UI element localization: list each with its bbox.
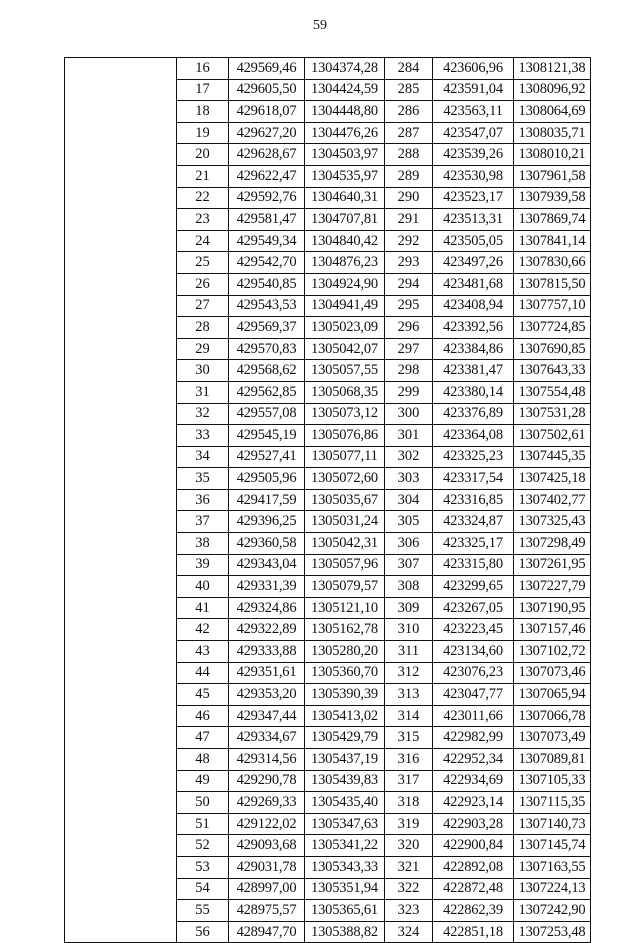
point-number-cell-2: 311 xyxy=(385,641,433,663)
y-coordinate-cell-2: 1307102,72 xyxy=(514,641,591,663)
x-coordinate-cell-2: 422892,08 xyxy=(433,856,514,878)
x-coordinate-cell-2: 423392,56 xyxy=(433,317,514,339)
y-coordinate-cell-2: 1307065,94 xyxy=(514,684,591,706)
point-number-cell-2: 297 xyxy=(385,338,433,360)
point-number-cell-2: 302 xyxy=(385,446,433,468)
point-number-cell: 18 xyxy=(177,101,229,123)
x-coordinate-cell-2: 423547,07 xyxy=(433,122,514,144)
point-number-cell: 38 xyxy=(177,533,229,555)
point-number-cell: 29 xyxy=(177,338,229,360)
x-coordinate-cell: 429417,59 xyxy=(229,489,305,511)
point-number-cell: 25 xyxy=(177,252,229,274)
x-coordinate-cell: 429093,68 xyxy=(229,835,305,857)
point-number-cell-2: 304 xyxy=(385,489,433,511)
y-coordinate-cell: 1305057,55 xyxy=(305,360,385,382)
y-coordinate-cell: 1304924,90 xyxy=(305,273,385,295)
y-coordinate-cell: 1305365,61 xyxy=(305,900,385,922)
y-coordinate-cell-2: 1307157,46 xyxy=(514,619,591,641)
point-number-cell-2: 293 xyxy=(385,252,433,274)
x-coordinate-cell: 429592,76 xyxy=(229,187,305,209)
y-coordinate-cell-2: 1307841,14 xyxy=(514,230,591,252)
x-coordinate-cell-2: 423606,96 xyxy=(433,58,514,80)
point-number-cell: 55 xyxy=(177,900,229,922)
x-coordinate-cell: 429314,56 xyxy=(229,749,305,771)
point-number-cell: 23 xyxy=(177,209,229,231)
y-coordinate-cell-2: 1307830,66 xyxy=(514,252,591,274)
y-coordinate-cell-2: 1307140,73 xyxy=(514,813,591,835)
point-number-cell: 43 xyxy=(177,641,229,663)
x-coordinate-cell: 429031,78 xyxy=(229,856,305,878)
y-coordinate-cell-2: 1307227,79 xyxy=(514,576,591,598)
x-coordinate-cell-2: 422903,28 xyxy=(433,813,514,835)
y-coordinate-cell-2: 1307242,90 xyxy=(514,900,591,922)
x-coordinate-cell: 429540,85 xyxy=(229,273,305,295)
y-coordinate-cell: 1305068,35 xyxy=(305,381,385,403)
point-number-cell-2: 285 xyxy=(385,79,433,101)
point-number-cell: 44 xyxy=(177,662,229,684)
x-coordinate-cell: 429569,46 xyxy=(229,58,305,80)
point-number-cell-2: 295 xyxy=(385,295,433,317)
x-coordinate-cell-2: 422862,39 xyxy=(433,900,514,922)
x-coordinate-cell: 429122,02 xyxy=(229,813,305,835)
coordinates-table-body xyxy=(65,58,591,943)
x-coordinate-cell: 429347,44 xyxy=(229,705,305,727)
y-coordinate-cell-2: 1307089,81 xyxy=(514,749,591,771)
x-coordinate-cell-2: 423011,66 xyxy=(433,705,514,727)
point-number-cell-2: 286 xyxy=(385,101,433,123)
y-coordinate-cell: 1305121,10 xyxy=(305,597,385,619)
point-number-cell-2: 319 xyxy=(385,813,433,835)
y-coordinate-cell: 1304424,59 xyxy=(305,79,385,101)
y-coordinate-cell-2: 1307939,58 xyxy=(514,187,591,209)
y-coordinate-cell: 1305390,39 xyxy=(305,684,385,706)
y-coordinate-cell: 1305077,11 xyxy=(305,446,385,468)
x-coordinate-cell-2: 423381,47 xyxy=(433,360,514,382)
point-number-cell-2: 324 xyxy=(385,921,433,943)
x-coordinate-cell: 429505,96 xyxy=(229,468,305,490)
point-number-cell-2: 300 xyxy=(385,403,433,425)
x-coordinate-cell-2: 422952,34 xyxy=(433,749,514,771)
y-coordinate-cell-2: 1307190,95 xyxy=(514,597,591,619)
point-number-cell-2: 323 xyxy=(385,900,433,922)
point-number-cell: 37 xyxy=(177,511,229,533)
y-coordinate-cell: 1305042,31 xyxy=(305,533,385,555)
y-coordinate-cell-2: 1307115,35 xyxy=(514,792,591,814)
x-coordinate-cell: 429334,67 xyxy=(229,727,305,749)
y-coordinate-cell: 1304840,42 xyxy=(305,230,385,252)
y-coordinate-cell: 1305162,78 xyxy=(305,619,385,641)
point-number-cell-2: 305 xyxy=(385,511,433,533)
y-coordinate-cell: 1305429,79 xyxy=(305,727,385,749)
y-coordinate-cell: 1305343,33 xyxy=(305,856,385,878)
x-coordinate-cell-2: 422900,84 xyxy=(433,835,514,857)
point-number-cell-2: 296 xyxy=(385,317,433,339)
y-coordinate-cell-2: 1307402,77 xyxy=(514,489,591,511)
x-coordinate-cell-2: 423539,26 xyxy=(433,144,514,166)
point-number-cell-2: 308 xyxy=(385,576,433,598)
point-number-cell: 53 xyxy=(177,856,229,878)
point-number-cell: 26 xyxy=(177,273,229,295)
y-coordinate-cell-2: 1307298,49 xyxy=(514,533,591,555)
point-number-cell-2: 313 xyxy=(385,684,433,706)
point-number-cell-2: 307 xyxy=(385,554,433,576)
point-number-cell: 40 xyxy=(177,576,229,598)
y-coordinate-cell-2: 1307261,95 xyxy=(514,554,591,576)
x-coordinate-cell-2: 422872,48 xyxy=(433,878,514,900)
x-coordinate-cell-2: 423325,23 xyxy=(433,446,514,468)
y-coordinate-cell: 1305413,02 xyxy=(305,705,385,727)
point-number-cell: 28 xyxy=(177,317,229,339)
y-coordinate-cell: 1305341,22 xyxy=(305,835,385,857)
y-coordinate-cell-2: 1308010,21 xyxy=(514,144,591,166)
y-coordinate-cell-2: 1307961,58 xyxy=(514,165,591,187)
point-number-cell: 51 xyxy=(177,813,229,835)
y-coordinate-cell: 1304448,80 xyxy=(305,101,385,123)
y-coordinate-cell-2: 1308035,71 xyxy=(514,122,591,144)
y-coordinate-cell: 1304374,28 xyxy=(305,58,385,80)
point-number-cell-2: 312 xyxy=(385,662,433,684)
x-coordinate-cell-2: 422851,18 xyxy=(433,921,514,943)
x-coordinate-cell: 429618,07 xyxy=(229,101,305,123)
point-number-cell-2: 298 xyxy=(385,360,433,382)
x-coordinate-cell-2: 423384,86 xyxy=(433,338,514,360)
x-coordinate-cell: 428975,57 xyxy=(229,900,305,922)
point-number-cell-2: 310 xyxy=(385,619,433,641)
y-coordinate-cell-2: 1307073,46 xyxy=(514,662,591,684)
point-number-cell-2: 320 xyxy=(385,835,433,857)
y-coordinate-cell-2: 1307073,49 xyxy=(514,727,591,749)
y-coordinate-cell-2: 1308121,38 xyxy=(514,58,591,80)
y-coordinate-cell: 1305280,20 xyxy=(305,641,385,663)
y-coordinate-cell: 1305023,09 xyxy=(305,317,385,339)
point-number-cell: 49 xyxy=(177,770,229,792)
x-coordinate-cell: 429324,86 xyxy=(229,597,305,619)
x-coordinate-cell-2: 423324,87 xyxy=(433,511,514,533)
x-coordinate-cell: 429396,25 xyxy=(229,511,305,533)
point-number-cell: 31 xyxy=(177,381,229,403)
y-coordinate-cell-2: 1307105,33 xyxy=(514,770,591,792)
point-number-cell-2: 309 xyxy=(385,597,433,619)
table-row xyxy=(65,58,591,80)
point-number-cell-2: 306 xyxy=(385,533,433,555)
x-coordinate-cell-2: 423299,65 xyxy=(433,576,514,598)
y-coordinate-cell: 1305079,57 xyxy=(305,576,385,598)
y-coordinate-cell-2: 1307066,78 xyxy=(514,705,591,727)
point-number-cell-2: 291 xyxy=(385,209,433,231)
y-coordinate-cell: 1304941,49 xyxy=(305,295,385,317)
point-number-cell: 48 xyxy=(177,749,229,771)
x-coordinate-cell: 429570,83 xyxy=(229,338,305,360)
x-coordinate-cell: 429333,88 xyxy=(229,641,305,663)
point-number-cell: 34 xyxy=(177,446,229,468)
x-coordinate-cell-2: 422934,69 xyxy=(433,770,514,792)
y-coordinate-cell: 1305035,67 xyxy=(305,489,385,511)
x-coordinate-cell-2: 423481,68 xyxy=(433,273,514,295)
point-number-cell: 36 xyxy=(177,489,229,511)
point-number-cell-2: 316 xyxy=(385,749,433,771)
y-coordinate-cell-2: 1307757,10 xyxy=(514,295,591,317)
y-coordinate-cell-2: 1307145,74 xyxy=(514,835,591,857)
x-coordinate-cell: 429581,47 xyxy=(229,209,305,231)
y-coordinate-cell-2: 1308096,92 xyxy=(514,79,591,101)
point-number-cell-2: 289 xyxy=(385,165,433,187)
x-coordinate-cell: 429628,67 xyxy=(229,144,305,166)
point-number-cell-2: 315 xyxy=(385,727,433,749)
y-coordinate-cell: 1304535,97 xyxy=(305,165,385,187)
y-coordinate-cell: 1304503,97 xyxy=(305,144,385,166)
y-coordinate-cell-2: 1307445,35 xyxy=(514,446,591,468)
point-number-cell: 24 xyxy=(177,230,229,252)
point-number-cell: 33 xyxy=(177,425,229,447)
y-coordinate-cell-2: 1307325,43 xyxy=(514,511,591,533)
y-coordinate-cell-2: 1307531,28 xyxy=(514,403,591,425)
y-coordinate-cell-2: 1307253,48 xyxy=(514,921,591,943)
y-coordinate-cell-2: 1308064,69 xyxy=(514,101,591,123)
x-coordinate-cell-2: 423076,23 xyxy=(433,662,514,684)
point-number-cell: 54 xyxy=(177,878,229,900)
y-coordinate-cell: 1305360,70 xyxy=(305,662,385,684)
x-coordinate-cell: 429569,37 xyxy=(229,317,305,339)
point-number-cell: 45 xyxy=(177,684,229,706)
x-coordinate-cell: 429343,04 xyxy=(229,554,305,576)
x-coordinate-cell-2: 423047,77 xyxy=(433,684,514,706)
y-coordinate-cell: 1305042,07 xyxy=(305,338,385,360)
point-number-cell: 21 xyxy=(177,165,229,187)
x-coordinate-cell-2: 423134,60 xyxy=(433,641,514,663)
coordinates-table xyxy=(64,57,591,943)
y-coordinate-cell: 1305388,82 xyxy=(305,921,385,943)
y-coordinate-cell: 1305073,12 xyxy=(305,403,385,425)
page-number: 59 xyxy=(313,18,327,33)
point-number-cell-2: 287 xyxy=(385,122,433,144)
y-coordinate-cell-2: 1307224,13 xyxy=(514,878,591,900)
x-coordinate-cell: 429568,62 xyxy=(229,360,305,382)
y-coordinate-cell: 1305031,24 xyxy=(305,511,385,533)
y-coordinate-cell: 1305347,63 xyxy=(305,813,385,835)
point-number-cell-2: 290 xyxy=(385,187,433,209)
x-coordinate-cell-2: 423223,45 xyxy=(433,619,514,641)
y-coordinate-cell-2: 1307163,55 xyxy=(514,856,591,878)
x-coordinate-cell-2: 423364,08 xyxy=(433,425,514,447)
x-coordinate-cell-2: 423316,85 xyxy=(433,489,514,511)
x-coordinate-cell-2: 422982,99 xyxy=(433,727,514,749)
y-coordinate-cell: 1304640,31 xyxy=(305,187,385,209)
x-coordinate-cell-2: 423523,17 xyxy=(433,187,514,209)
x-coordinate-cell-2: 423563,11 xyxy=(433,101,514,123)
point-number-cell: 52 xyxy=(177,835,229,857)
point-number-cell: 30 xyxy=(177,360,229,382)
y-coordinate-cell-2: 1307690,85 xyxy=(514,338,591,360)
x-coordinate-cell-2: 422923,14 xyxy=(433,792,514,814)
y-coordinate-cell: 1304707,81 xyxy=(305,209,385,231)
x-coordinate-cell-2: 423591,04 xyxy=(433,79,514,101)
y-coordinate-cell-2: 1307643,33 xyxy=(514,360,591,382)
x-coordinate-cell-2: 423505,05 xyxy=(433,230,514,252)
point-number-cell: 19 xyxy=(177,122,229,144)
x-coordinate-cell: 429562,85 xyxy=(229,381,305,403)
y-coordinate-cell: 1305439,83 xyxy=(305,770,385,792)
x-coordinate-cell: 429557,08 xyxy=(229,403,305,425)
y-coordinate-cell: 1305076,86 xyxy=(305,425,385,447)
x-coordinate-cell: 429331,39 xyxy=(229,576,305,598)
x-coordinate-cell: 429527,41 xyxy=(229,446,305,468)
x-coordinate-cell: 429549,34 xyxy=(229,230,305,252)
point-number-cell: 22 xyxy=(177,187,229,209)
point-number-cell-2: 284 xyxy=(385,58,433,80)
point-number-cell-2: 294 xyxy=(385,273,433,295)
x-coordinate-cell-2: 423530,98 xyxy=(433,165,514,187)
x-coordinate-cell-2: 423408,94 xyxy=(433,295,514,317)
x-coordinate-cell: 429353,20 xyxy=(229,684,305,706)
point-number-cell-2: 301 xyxy=(385,425,433,447)
point-number-cell-2: 292 xyxy=(385,230,433,252)
point-number-cell-2: 322 xyxy=(385,878,433,900)
x-coordinate-cell-2: 423317,54 xyxy=(433,468,514,490)
point-number-cell: 16 xyxy=(177,58,229,80)
x-coordinate-cell-2: 423325,17 xyxy=(433,533,514,555)
y-coordinate-cell-2: 1307815,50 xyxy=(514,273,591,295)
y-coordinate-cell: 1304876,23 xyxy=(305,252,385,274)
point-number-cell-2: 321 xyxy=(385,856,433,878)
x-coordinate-cell: 429627,20 xyxy=(229,122,305,144)
y-coordinate-cell: 1305435,40 xyxy=(305,792,385,814)
point-number-cell: 39 xyxy=(177,554,229,576)
x-coordinate-cell: 429543,53 xyxy=(229,295,305,317)
y-coordinate-cell: 1305072,60 xyxy=(305,468,385,490)
blank-left-cell xyxy=(65,58,177,943)
point-number-cell: 35 xyxy=(177,468,229,490)
x-coordinate-cell: 429290,78 xyxy=(229,770,305,792)
point-number-cell-2: 299 xyxy=(385,381,433,403)
point-number-cell: 17 xyxy=(177,79,229,101)
point-number-cell-2: 317 xyxy=(385,770,433,792)
x-coordinate-cell: 429360,58 xyxy=(229,533,305,555)
point-number-cell: 32 xyxy=(177,403,229,425)
x-coordinate-cell: 429545,19 xyxy=(229,425,305,447)
point-number-cell-2: 314 xyxy=(385,705,433,727)
y-coordinate-cell: 1305437,19 xyxy=(305,749,385,771)
x-coordinate-cell: 428947,70 xyxy=(229,921,305,943)
point-number-cell-2: 303 xyxy=(385,468,433,490)
point-number-cell: 46 xyxy=(177,705,229,727)
x-coordinate-cell: 429269,33 xyxy=(229,792,305,814)
x-coordinate-cell-2: 423376,89 xyxy=(433,403,514,425)
x-coordinate-cell: 428997,00 xyxy=(229,878,305,900)
x-coordinate-cell: 429605,50 xyxy=(229,79,305,101)
x-coordinate-cell: 429542,70 xyxy=(229,252,305,274)
point-number-cell: 41 xyxy=(177,597,229,619)
x-coordinate-cell-2: 423380,14 xyxy=(433,381,514,403)
point-number-cell: 27 xyxy=(177,295,229,317)
point-number-cell: 20 xyxy=(177,144,229,166)
point-number-cell-2: 288 xyxy=(385,144,433,166)
point-number-cell: 50 xyxy=(177,792,229,814)
y-coordinate-cell-2: 1307724,85 xyxy=(514,317,591,339)
x-coordinate-cell: 429622,47 xyxy=(229,165,305,187)
y-coordinate-cell: 1305351,94 xyxy=(305,878,385,900)
y-coordinate-cell: 1305057,96 xyxy=(305,554,385,576)
y-coordinate-cell-2: 1307502,61 xyxy=(514,425,591,447)
y-coordinate-cell-2: 1307869,74 xyxy=(514,209,591,231)
point-number-cell: 42 xyxy=(177,619,229,641)
x-coordinate-cell-2: 423315,80 xyxy=(433,554,514,576)
point-number-cell: 56 xyxy=(177,921,229,943)
point-number-cell-2: 318 xyxy=(385,792,433,814)
x-coordinate-cell-2: 423267,05 xyxy=(433,597,514,619)
y-coordinate-cell-2: 1307554,48 xyxy=(514,381,591,403)
x-coordinate-cell-2: 423513,31 xyxy=(433,209,514,231)
point-number-cell: 47 xyxy=(177,727,229,749)
y-coordinate-cell: 1304476,26 xyxy=(305,122,385,144)
x-coordinate-cell: 429351,61 xyxy=(229,662,305,684)
x-coordinate-cell: 429322,89 xyxy=(229,619,305,641)
y-coordinate-cell-2: 1307425,18 xyxy=(514,468,591,490)
coordinates-table-wrapper xyxy=(64,57,591,943)
x-coordinate-cell-2: 423497,26 xyxy=(433,252,514,274)
